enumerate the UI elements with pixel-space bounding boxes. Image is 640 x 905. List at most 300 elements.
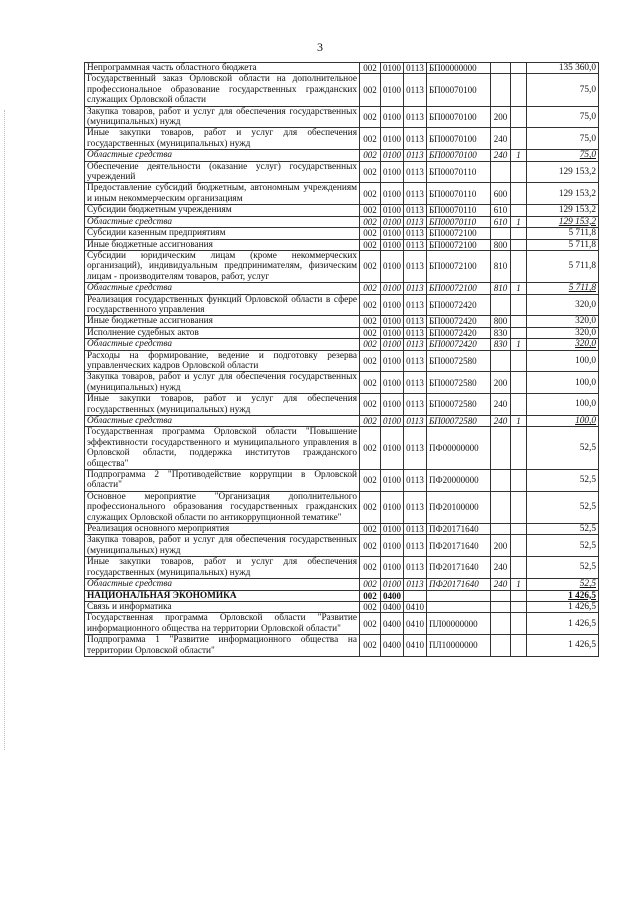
table-row — [85, 394, 599, 416]
row-amount — [527, 491, 599, 523]
row-name — [85, 161, 360, 183]
row-gr-code-text: 002 — [363, 150, 377, 161]
row-amount — [527, 470, 599, 492]
row-gr-code — [360, 350, 381, 372]
row-gr-code-text: 002 — [363, 562, 377, 573]
row-amount-text: 52,5 — [579, 540, 596, 551]
row-pr-code — [404, 557, 427, 579]
row-csr-code-text: ПФ20100000 — [429, 502, 479, 513]
row-rz-code — [381, 250, 404, 282]
row-rz-code-text: 0100 — [383, 216, 401, 227]
row-amount-text: 100,0 — [575, 416, 596, 426]
row-amount — [527, 535, 599, 557]
row-amount — [527, 183, 599, 205]
row-vr-code — [491, 416, 511, 427]
row-name — [85, 283, 360, 294]
row-rz-code — [381, 327, 404, 338]
row-rz-code-text: 0100 — [383, 562, 401, 573]
row-pr-code-text: 0113 — [406, 133, 424, 144]
row-amount-text: 52,5 — [579, 502, 596, 513]
row-gr-code — [360, 250, 381, 282]
row-name — [85, 250, 360, 282]
row-csr-code — [427, 63, 491, 74]
row-csr-code — [427, 216, 491, 227]
row-source-code-text: 1 — [516, 283, 521, 294]
row-csr-code — [427, 183, 491, 205]
table-row — [85, 470, 599, 492]
row-pr-code — [404, 470, 427, 492]
row-vr-code — [491, 327, 511, 338]
row-rz-code-text: 0400 — [383, 618, 401, 629]
row-pr-code-text: 0113 — [406, 540, 424, 551]
row-pr-code — [404, 183, 427, 205]
row-vr-code — [491, 294, 511, 316]
row-vr-code — [491, 74, 511, 106]
row-name-text: Областные средства — [87, 216, 173, 227]
row-pr-code-text: 0113 — [406, 502, 424, 513]
row-csr-code — [427, 74, 491, 106]
row-gr-code-text: 002 — [363, 618, 377, 629]
row-vr-code — [491, 635, 511, 657]
row-rz-code — [381, 579, 404, 590]
table-row — [85, 535, 599, 557]
row-source-code — [511, 339, 527, 350]
row-vr-code — [491, 579, 511, 590]
row-gr-code — [360, 524, 381, 535]
row-vr-code-text: 810 — [493, 283, 508, 294]
row-source-code — [511, 491, 527, 523]
row-name — [85, 635, 360, 657]
row-vr-code-text: 800 — [493, 316, 508, 327]
row-rz-code-text: 0100 — [383, 524, 401, 535]
row-csr-code — [427, 128, 491, 150]
row-rz-code-text: 0100 — [383, 205, 401, 216]
row-name-text: Областные средства — [87, 416, 173, 426]
row-gr-code — [360, 63, 381, 74]
row-pr-code-text: 0113 — [406, 84, 424, 95]
row-gr-code-text: 002 — [363, 261, 377, 272]
row-csr-code-text: БП00072580 — [429, 399, 477, 410]
row-vr-code — [491, 601, 511, 612]
row-vr-code — [491, 350, 511, 372]
row-source-code — [511, 394, 527, 416]
row-pr-code-text: 0113 — [406, 579, 424, 590]
row-csr-code-text: БП00072100 — [429, 239, 477, 250]
row-pr-code — [404, 579, 427, 590]
row-gr-code-text: 002 — [363, 416, 377, 426]
row-amount-text: 52,5 — [579, 475, 596, 486]
row-gr-code — [360, 316, 381, 327]
table-row — [85, 491, 599, 523]
row-pr-code — [404, 128, 427, 150]
row-source-code — [511, 205, 527, 216]
row-rz-code-text: 0100 — [383, 166, 401, 177]
row-rz-code-text: 0100 — [383, 150, 401, 161]
row-pr-code-text: 0113 — [406, 299, 424, 310]
row-vr-code — [491, 557, 511, 579]
table-row — [85, 161, 599, 183]
row-csr-code — [427, 579, 491, 590]
table-row — [85, 316, 599, 327]
row-pr-code — [404, 239, 427, 250]
row-name — [85, 427, 360, 470]
row-rz-code-text: 0100 — [383, 188, 401, 199]
table-row — [85, 74, 599, 106]
row-rz-code-text: 0400 — [383, 601, 401, 612]
row-amount — [527, 613, 599, 635]
row-source-code — [511, 372, 527, 394]
row-gr-code — [360, 579, 381, 590]
row-csr-code-text: ПФ20171640 — [429, 562, 479, 573]
row-pr-code-text: 0113 — [406, 562, 424, 573]
row-gr-code-text: 002 — [363, 399, 377, 410]
row-amount-text: 1 426,5 — [568, 640, 596, 651]
row-amount-text: 75,0 — [579, 84, 596, 95]
table-row — [85, 150, 599, 161]
row-amount-text: 129 153,2 — [558, 216, 596, 227]
row-name-text: Субсидии бюджетным учреждениям — [87, 205, 232, 216]
row-csr-code — [427, 350, 491, 372]
row-vr-code-text: 200 — [493, 111, 508, 122]
row-gr-code — [360, 283, 381, 294]
row-source-code — [511, 316, 527, 327]
row-pr-code-text: 0410 — [406, 601, 424, 612]
row-rz-code — [381, 294, 404, 316]
row-name-text: Предоставление субсидий бюджетным, автономным учреждениям и иным некоммерческим организациям — [87, 183, 357, 204]
row-gr-code-text: 002 — [363, 216, 377, 227]
row-source-code — [511, 250, 527, 282]
row-vr-code — [491, 150, 511, 161]
row-name-text: Реализация основного мероприятия — [87, 524, 230, 535]
row-gr-code — [360, 416, 381, 427]
row-gr-code-text: 002 — [363, 540, 377, 551]
row-name-text: Непрограммная часть областного бюджета — [87, 63, 257, 73]
row-gr-code — [360, 535, 381, 557]
row-pr-code — [404, 613, 427, 635]
row-csr-code — [427, 557, 491, 579]
row-amount — [527, 601, 599, 612]
row-csr-code-text: ПЛ00000000 — [429, 618, 478, 629]
row-rz-code — [381, 316, 404, 327]
table-row — [85, 63, 599, 74]
row-amount-text: 5 711,8 — [568, 228, 596, 239]
row-pr-code-text: 0113 — [406, 188, 424, 199]
row-pr-code-text: 0113 — [406, 524, 424, 535]
row-gr-code-text: 002 — [363, 502, 377, 513]
row-source-code — [511, 535, 527, 557]
row-csr-code-text: БП00072580 — [429, 416, 477, 426]
row-pr-code-text: 0113 — [406, 205, 424, 216]
row-csr-code — [427, 416, 491, 427]
row-vr-code — [491, 283, 511, 294]
row-gr-code — [360, 183, 381, 205]
row-csr-code — [427, 339, 491, 350]
row-vr-code — [491, 161, 511, 183]
row-gr-code — [360, 427, 381, 470]
row-pr-code — [404, 327, 427, 338]
row-name — [85, 524, 360, 535]
binder-margin-marks — [4, 110, 11, 750]
row-amount — [527, 150, 599, 161]
row-amount-text: 100,0 — [575, 399, 596, 410]
row-csr-code-text: БП00070110 — [429, 216, 477, 227]
row-name-text: Реализация государственных функций Орловской области в сфере государственного управления — [87, 294, 357, 315]
row-pr-code-text: 0410 — [406, 618, 424, 629]
row-amount — [527, 283, 599, 294]
row-vr-code — [491, 372, 511, 394]
row-rz-code-text: 0100 — [383, 239, 401, 250]
row-csr-code-text: БП00070100 — [429, 133, 477, 144]
row-rz-code-text: 0100 — [383, 579, 401, 590]
row-gr-code-text: 002 — [363, 111, 377, 122]
row-rz-code-text: 0100 — [383, 111, 401, 122]
row-pr-code-text: 0113 — [406, 283, 424, 294]
row-vr-code-text: 800 — [493, 239, 508, 250]
row-source-code — [511, 601, 527, 612]
row-gr-code — [360, 590, 381, 601]
row-rz-code — [381, 74, 404, 106]
row-rz-code-text: 0100 — [383, 377, 401, 388]
row-rz-code — [381, 161, 404, 183]
row-csr-code-text: ПФ20000000 — [429, 475, 479, 486]
row-name — [85, 106, 360, 128]
row-source-code — [511, 161, 527, 183]
row-source-code — [511, 613, 527, 635]
row-amount-text: 129 153,2 — [558, 188, 596, 199]
row-csr-code-text: БП00070100 — [429, 111, 477, 122]
table-row — [85, 205, 599, 216]
row-amount-text: 52,5 — [579, 562, 596, 573]
row-amount-text: 1 426,5 — [568, 590, 596, 601]
row-pr-code — [404, 491, 427, 523]
table-row — [85, 372, 599, 394]
row-rz-code — [381, 590, 404, 601]
row-csr-code — [427, 635, 491, 657]
row-csr-code — [427, 491, 491, 523]
row-name-text: Подпрограмма 1 "Развитие информационного общества на территории Орловской области" — [87, 635, 357, 656]
row-source-code — [511, 635, 527, 657]
row-csr-code-text: БП00072100 — [429, 283, 477, 294]
row-name-text: Субсидии казенным предприятиям — [87, 228, 226, 239]
row-name — [85, 613, 360, 635]
row-amount-text: 1 426,5 — [568, 618, 596, 629]
row-name — [85, 239, 360, 250]
row-name-text: Закупка товаров, работ и услуг для обеспечения государственных (муниципальных) нужд — [87, 535, 357, 556]
table-row — [85, 416, 599, 427]
row-name-text: Расходы на формирование, ведение и подготовку резерва управленческих кадров Орловской области — [87, 350, 357, 371]
row-pr-code-text: 0113 — [406, 228, 424, 239]
row-gr-code-text: 002 — [363, 355, 377, 366]
row-name-text: Подпрограмма 2 "Противодействие коррупции в Орловской области" — [87, 470, 357, 491]
row-vr-code-text: 810 — [493, 261, 508, 272]
row-gr-code — [360, 106, 381, 128]
row-source-code — [511, 150, 527, 161]
row-csr-code-text: ПФ20171640 — [429, 540, 479, 551]
row-csr-code — [427, 427, 491, 470]
row-amount-text: 75,0 — [579, 111, 596, 122]
row-vr-code — [491, 339, 511, 350]
row-source-code-text: 1 — [516, 579, 521, 590]
row-name — [85, 74, 360, 106]
row-source-code — [511, 216, 527, 227]
row-name-text: Иные бюджетные ассигнования — [87, 239, 213, 250]
row-amount — [527, 205, 599, 216]
row-rz-code-text: 0100 — [383, 443, 401, 454]
row-pr-code-text: 0113 — [406, 377, 424, 388]
row-name — [85, 216, 360, 227]
row-rz-code — [381, 535, 404, 557]
row-name — [85, 205, 360, 216]
row-vr-code — [491, 250, 511, 282]
row-gr-code-text: 002 — [363, 228, 377, 239]
row-source-code — [511, 294, 527, 316]
row-name — [85, 394, 360, 416]
row-rz-code — [381, 557, 404, 579]
row-vr-code-text: 830 — [493, 327, 508, 338]
row-gr-code-text: 002 — [363, 590, 377, 601]
row-amount — [527, 316, 599, 327]
row-csr-code — [427, 205, 491, 216]
row-gr-code — [360, 161, 381, 183]
row-pr-code-text: 0113 — [406, 111, 424, 122]
row-name-text: Исполнение судебных актов — [87, 327, 199, 338]
row-name — [85, 183, 360, 205]
row-source-code — [511, 283, 527, 294]
row-vr-code — [491, 239, 511, 250]
row-gr-code-text: 002 — [363, 205, 377, 216]
row-pr-code — [404, 150, 427, 161]
row-amount-text: 100,0 — [575, 377, 596, 388]
row-vr-code-text: 240 — [493, 416, 508, 426]
table-row — [85, 635, 599, 657]
row-rz-code — [381, 128, 404, 150]
row-csr-code-text: БП00072420 — [429, 339, 477, 350]
row-pr-code-text: 0113 — [406, 150, 424, 161]
row-amount — [527, 339, 599, 350]
row-csr-code-text: БП00070110 — [429, 166, 477, 177]
row-rz-code — [381, 283, 404, 294]
table-row — [85, 283, 599, 294]
row-pr-code-text: 0410 — [406, 640, 424, 651]
row-rz-code — [381, 524, 404, 535]
row-csr-code — [427, 590, 491, 601]
row-amount — [527, 416, 599, 427]
row-amount-text: 129 153,2 — [558, 205, 596, 216]
row-csr-code — [427, 294, 491, 316]
row-name — [85, 150, 360, 161]
row-source-code — [511, 228, 527, 239]
row-amount — [527, 216, 599, 227]
row-amount — [527, 294, 599, 316]
row-source-code — [511, 106, 527, 128]
row-source-code — [511, 128, 527, 150]
row-rz-code-text: 0100 — [383, 327, 401, 338]
row-name — [85, 63, 360, 74]
row-gr-code-text: 002 — [363, 339, 377, 350]
row-rz-code — [381, 150, 404, 161]
row-source-code — [511, 239, 527, 250]
row-gr-code-text: 002 — [363, 377, 377, 388]
row-name — [85, 590, 360, 601]
row-csr-code-text: БП00070100 — [429, 84, 477, 95]
row-pr-code-text: 0113 — [406, 355, 424, 366]
row-name-text: Закупка товаров, работ и услуг для обеспечения государственных (муниципальных) нужд — [87, 106, 357, 128]
row-source-code — [511, 327, 527, 338]
row-csr-code — [427, 239, 491, 250]
row-csr-code-text: БП00072420 — [429, 299, 477, 310]
row-pr-code-text: 0113 — [406, 416, 424, 426]
table-row — [85, 239, 599, 250]
row-gr-code-text: 002 — [363, 166, 377, 177]
row-rz-code-text: 0100 — [383, 63, 401, 73]
table-row — [85, 250, 599, 282]
table-row — [85, 579, 599, 590]
row-name — [85, 601, 360, 612]
row-name — [85, 294, 360, 316]
row-rz-code — [381, 491, 404, 523]
budget-table — [84, 62, 599, 657]
row-gr-code — [360, 394, 381, 416]
row-amount-text: 100,0 — [575, 355, 596, 366]
row-name — [85, 327, 360, 338]
row-name-text: Иные бюджетные ассигнования — [87, 316, 213, 327]
row-gr-code — [360, 491, 381, 523]
row-amount-text: 5 711,8 — [568, 239, 596, 250]
row-pr-code — [404, 339, 427, 350]
row-gr-code — [360, 557, 381, 579]
row-rz-code — [381, 427, 404, 470]
row-pr-code — [404, 63, 427, 74]
row-gr-code-text: 002 — [363, 188, 377, 199]
row-vr-code-text: 240 — [493, 579, 508, 590]
row-pr-code-text: 0113 — [406, 239, 424, 250]
row-name — [85, 416, 360, 427]
row-name-text: Иные закупки товаров, работ и услуг для обеспечения государственных (муниципальных) нужд — [87, 557, 357, 578]
row-amount — [527, 590, 599, 601]
row-vr-code — [491, 106, 511, 128]
row-rz-code — [381, 416, 404, 427]
row-source-code — [511, 63, 527, 74]
row-amount — [527, 327, 599, 338]
row-gr-code-text: 002 — [363, 443, 377, 454]
row-rz-code — [381, 339, 404, 350]
row-rz-code — [381, 601, 404, 612]
row-pr-code — [404, 250, 427, 282]
row-amount — [527, 128, 599, 150]
row-pr-code — [404, 216, 427, 227]
row-name-text: Иные закупки товаров, работ и услуг для обеспечения государственных (муниципальных) нужд — [87, 394, 357, 415]
row-rz-code — [381, 205, 404, 216]
row-pr-code — [404, 106, 427, 128]
row-name-text: Областные средства — [87, 579, 173, 590]
row-csr-code-text: БП00070110 — [429, 205, 477, 216]
row-vr-code-text: 610 — [493, 216, 508, 227]
row-csr-code — [427, 524, 491, 535]
row-amount-text: 129 153,2 — [558, 166, 596, 177]
row-rz-code — [381, 183, 404, 205]
row-name — [85, 470, 360, 492]
row-rz-code-text: 0100 — [383, 228, 401, 239]
row-gr-code-text: 002 — [363, 63, 377, 73]
row-pr-code — [404, 161, 427, 183]
row-amount-text: 5 711,8 — [568, 261, 596, 272]
row-rz-code — [381, 394, 404, 416]
row-pr-code-text: 0113 — [406, 63, 424, 73]
row-gr-code-text: 002 — [363, 524, 377, 535]
row-name — [85, 557, 360, 579]
row-amount-text: 320,0 — [575, 299, 596, 310]
row-amount-text: 1 426,5 — [568, 601, 596, 612]
